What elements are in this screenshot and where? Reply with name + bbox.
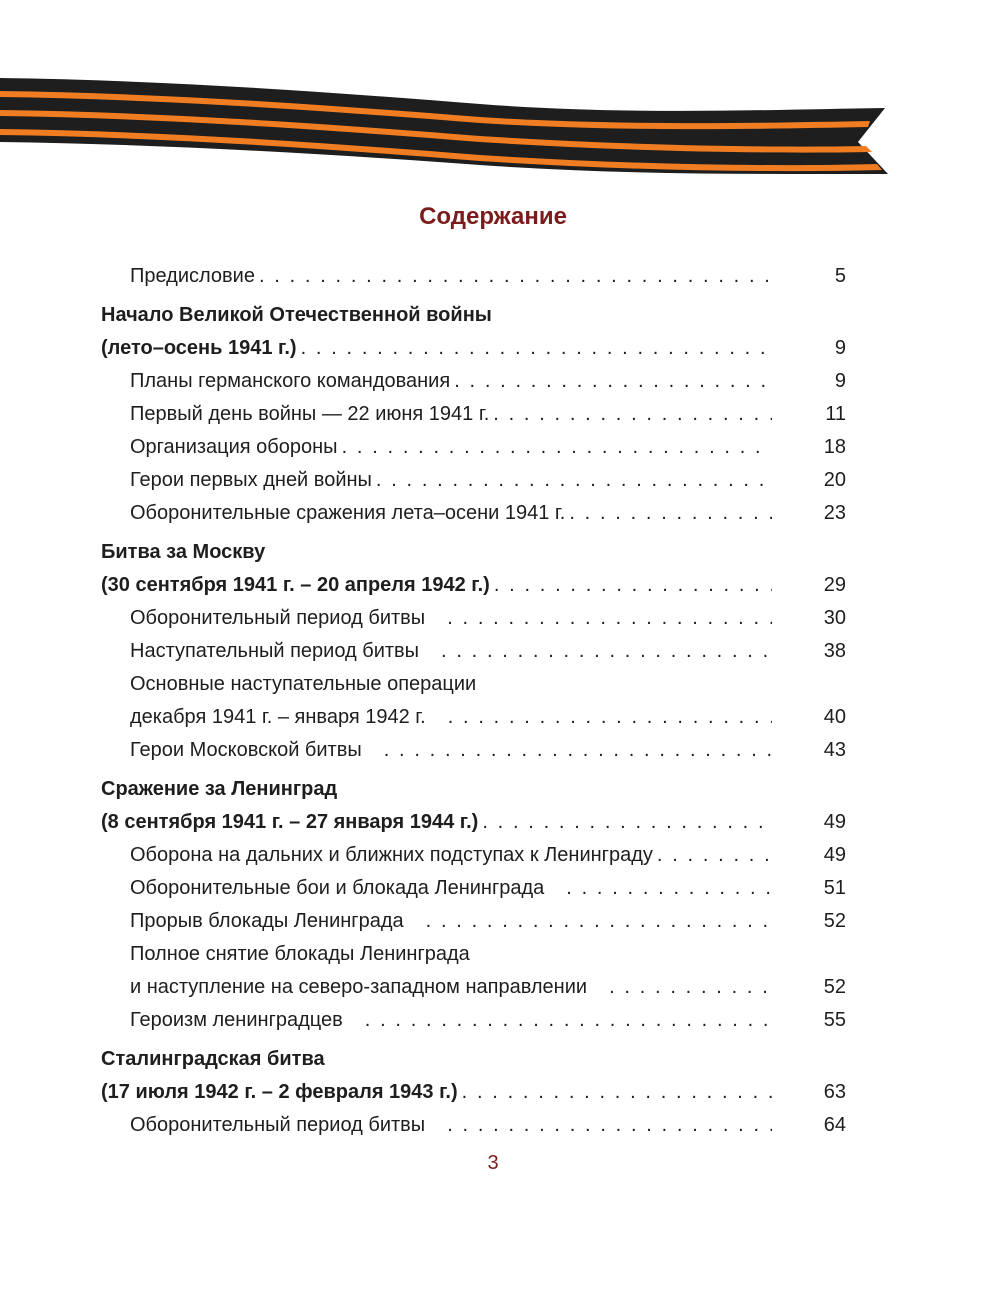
dot-leader [404,905,772,938]
dot-leader [426,701,772,734]
toc-entry-title: Полное снятие блокады Ленинграда [130,943,470,965]
toc-page-number: 11 [825,403,846,425]
toc-entry[interactable] [101,635,846,668]
toc-page-number: 51 [823,877,846,899]
toc-entry-title: Планы германского командования [130,370,451,392]
toc-entry-title: Героизм ленинградцев [130,1009,343,1031]
toc-page-number: 64 [823,1114,846,1136]
toc-entry-title: Начало Великой Отечественной войны [101,304,492,326]
toc-entry-title: Оборонительный период битвы [130,607,426,629]
dot-leader [255,260,772,293]
toc-page-number: 9 [834,370,846,392]
dot-leader [489,398,772,431]
dot-leader [362,734,772,767]
toc-entry[interactable] [101,905,846,938]
toc-page-number: 30 [823,607,846,629]
dot-leader [297,332,772,365]
toc-entry-title: Оборонительные сражения лета–осени 1941 г. [130,502,566,524]
toc-entry-title: Герои Московской битвы [130,739,362,761]
ribbon-shape [0,78,888,174]
toc-page-number: 49 [823,811,846,833]
toc-entry-title: (8 сентября 1941 г. – 27 января 1944 г.) [101,811,479,833]
toc-section-entry[interactable] [101,773,846,839]
toc-entry-title: Сражение за Ленинград [101,778,338,800]
toc-entry-title: и наступление на северо-западном направлении [130,976,588,998]
toc-entry-title: Предисловие [130,265,255,287]
toc-page-number: 43 [823,739,846,761]
toc-entry[interactable] [101,497,846,530]
toc-entry[interactable] [101,734,846,767]
toc-page-number: 9 [834,337,846,359]
toc-entry-title: Наступательный период битвы [130,640,420,662]
toc-entry[interactable] [101,1004,846,1037]
toc-entry[interactable] [101,431,846,464]
toc-page-number: 52 [823,910,846,932]
toc-entry-title: Прорыв блокады Ленинграда [130,910,404,932]
toc-entry-title: Основные наступательные операции [130,673,477,695]
page-number: 3 [487,1152,499,1174]
dot-leader [478,806,772,839]
st-george-ribbon [0,70,890,175]
toc-entry[interactable] [101,668,846,734]
toc-entry[interactable] [101,602,846,635]
toc-section-entry[interactable] [101,536,846,602]
toc-page-number: 49 [823,844,846,866]
toc-entry-title: (30 сентября 1941 г. – 20 апреля 1942 г.) [101,574,490,596]
toc-entry-title: (лето–осень 1941 г.) [101,337,297,359]
toc-entry-title: Битва за Москву [101,541,266,563]
toc-entry-title: Оборонительный период битвы [130,1114,426,1136]
toc-entry-title: Организация обороны [130,436,338,458]
toc-entry-title: Оборона на дальних и ближних подступах к Ленинграду [130,844,653,866]
table-of-contents [101,260,846,1142]
toc-entry[interactable] [101,938,846,1004]
toc-page-number: 40 [823,706,846,728]
toc-page-number: 29 [823,574,846,596]
toc-entry[interactable] [101,464,846,497]
dot-leader [490,569,772,602]
toc-entry[interactable] [101,260,846,293]
dot-leader [425,1109,772,1142]
dot-leader [458,1076,772,1109]
toc-page-number: 18 [823,436,846,458]
toc-page-number: 55 [823,1009,846,1031]
dot-leader [653,839,772,872]
dot-leader [425,602,772,635]
toc-entry[interactable] [101,839,846,872]
toc-page-number: 5 [834,265,846,287]
toc-page-number: 38 [823,640,846,662]
dot-leader [565,497,772,530]
toc-section-entry[interactable] [101,299,846,365]
toc-page-number: 63 [823,1081,846,1103]
dot-leader [587,971,772,1004]
toc-entry[interactable] [101,872,846,905]
toc-entry-title: Оборонительные бои и блокада Ленинграда [130,877,545,899]
toc-section-entry[interactable] [101,1043,846,1109]
dot-leader [419,635,772,668]
toc-entry-title: Первый день войны — 22 июня 1941 г. [130,403,490,425]
toc-page-number: 23 [823,502,846,524]
toc-entry-title: Герои первых дней войны [130,469,372,491]
toc-entry[interactable] [101,398,846,431]
toc-page-number: 52 [823,976,846,998]
dot-leader [338,431,772,464]
toc-title: Содержание [419,203,567,230]
toc-entry[interactable] [101,1109,846,1142]
dot-leader [372,464,772,497]
dot-leader [544,872,772,905]
dot-leader [450,365,772,398]
dot-leader [343,1004,772,1037]
toc-page-number: 20 [823,469,846,491]
toc-entry-title: (17 июля 1942 г. – 2 февраля 1943 г.) [101,1081,458,1103]
toc-entry[interactable] [101,365,846,398]
toc-entry-title: Сталинградская битва [101,1048,325,1070]
toc-entry-title: декабря 1941 г. – января 1942 г. [130,706,426,728]
